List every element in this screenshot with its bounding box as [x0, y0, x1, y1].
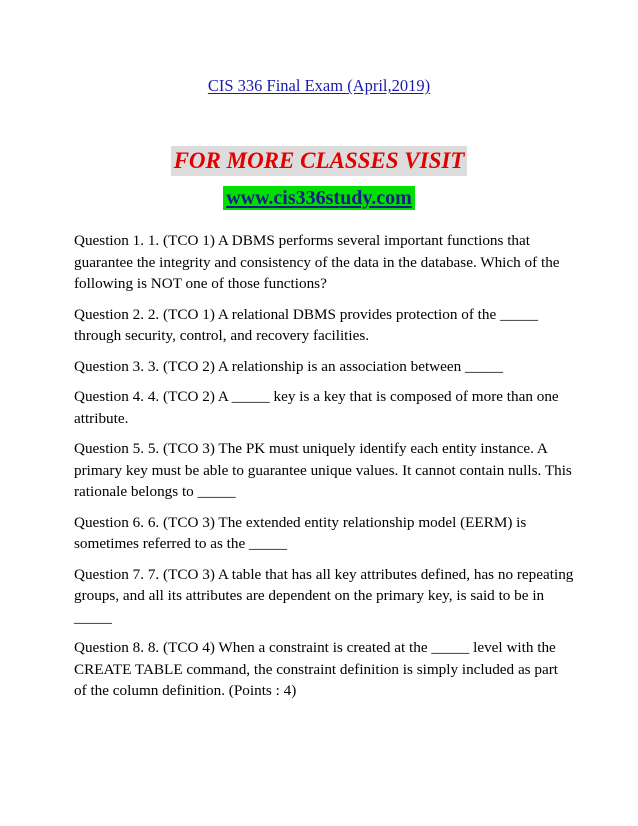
question-item: Question 2. 2. (TCO 1) A relational DBMS provides protection of the _____ through security, control, and recovery facilities. [74, 305, 539, 344]
promo-url-link[interactable]: www.cis336study.com [223, 186, 415, 210]
question-item: Question 3. 3. (TCO 2) A relationship is an association between _____ [74, 357, 503, 375]
document-title-link[interactable]: CIS 336 Final Exam (April,2019) [207, 76, 431, 95]
promo-block [0, 146, 638, 210]
question-list [74, 230, 574, 711]
document-title [0, 76, 638, 96]
question-item: Question 1. 1. (TCO 1) A DBMS performs several important functions that guarantee the integrity and consistency of the data in the database. Which of the following is NOT one of those functions? [74, 232, 560, 292]
question-item: Question 8. 8. (TCO 4) When a constraint is created at the _____ level with the CREATE TABLE command, the constraint definition is simply included as part of the column definition. (Points : 4) [74, 639, 559, 699]
promo-heading: FOR MORE CLASSES VISIT [171, 146, 468, 176]
question-item: Question 5. 5. (TCO 3) The PK must uniquely identify each entity instance. A primary key must be able to guarantee unique values. It cannot contain nulls. This rationale belongs to _____ [74, 440, 572, 500]
question-item: Question 7. 7. (TCO 3) A table that has all key attributes defined, has no repeating groups, and all its attributes are dependent on the primary key, is said to be in _____ [74, 565, 574, 626]
promo-url-row [0, 186, 638, 210]
question-item: Question 6. 6. (TCO 3) The extended entity relationship model (EERM) is sometimes referred to as the _____ [74, 513, 527, 552]
promo-heading-row [0, 146, 638, 176]
question-item: Question 4. 4. (TCO 2) A _____ key is a key that is composed of more than one attribute. [74, 388, 559, 427]
